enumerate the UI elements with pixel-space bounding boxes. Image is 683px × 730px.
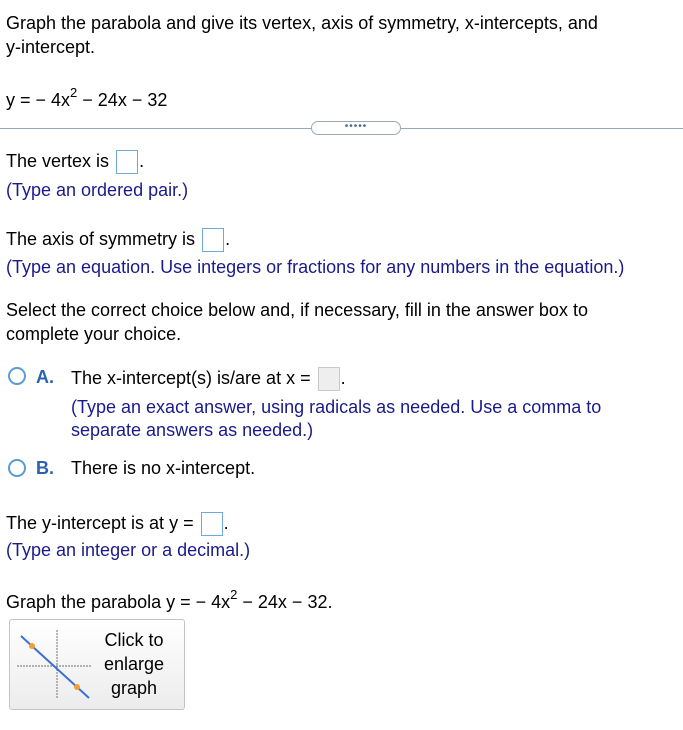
choice-a-text: The x-intercept(s) is/are at x = — [71, 367, 311, 388]
yint-label: The y-intercept is at y = — [6, 512, 194, 533]
choice-a-hint-2: separate answers as needed.) — [71, 420, 314, 440]
axis-label: The axis of symmetry is — [6, 228, 196, 249]
select-line-1: Select the correct choice below and, if necessary, fill in the answer box to — [6, 300, 588, 320]
choice-a-radio[interactable] — [8, 367, 26, 385]
caption-line-3: graph — [110, 678, 158, 698]
divider-handle[interactable]: ••••• — [311, 121, 401, 135]
choice-a-letter: A. — [36, 367, 54, 387]
axis-period: . — [225, 228, 231, 249]
choice-a-hint-1: (Type an exact answer, using radicals as needed. Use a comma to — [71, 397, 602, 417]
x-intercept-answer-box[interactable] — [318, 367, 340, 391]
equation-exponent: 2 — [70, 85, 78, 100]
choice-b-text: There is no x-intercept. — [71, 458, 256, 478]
vertex-answer-box[interactable] — [116, 150, 138, 174]
caption-line-2: enlarge — [103, 654, 165, 674]
vertex-row — [6, 150, 144, 174]
axis-hint: (Type an equation. Use integers or fractions for any numbers in the equation.) — [6, 257, 625, 277]
question-line-1: Graph the parabola and give its vertex, axis of symmetry, x-intercepts, and — [6, 13, 598, 33]
choice-b-radio[interactable] — [8, 459, 26, 477]
enlarge-graph-button[interactable] — [9, 619, 185, 710]
enlarge-graph-caption — [94, 628, 174, 700]
vertex-hint: (Type an ordered pair.) — [6, 180, 189, 200]
vertex-period: . — [139, 150, 145, 171]
choice-b-letter: B. — [36, 458, 54, 478]
yint-row — [6, 512, 229, 536]
select-line-2: complete your choice. — [6, 324, 182, 344]
equation — [6, 85, 168, 111]
y-intercept-answer-box[interactable] — [201, 512, 223, 536]
axis-row — [6, 228, 230, 252]
yint-period: . — [223, 512, 229, 533]
graph-prefix: Graph the parabola y = − 4x — [6, 592, 231, 612]
graph-thumbnail-icon — [15, 628, 93, 700]
caption-line-1: Click to — [104, 630, 164, 650]
axis-answer-box[interactable] — [202, 228, 224, 252]
vertex-label: The vertex is — [6, 150, 110, 171]
choice-a-period: . — [340, 367, 346, 388]
yint-hint: (Type an integer or a decimal.) — [6, 540, 251, 560]
graph-suffix: − 24x − 32. — [237, 592, 333, 612]
graph-thumb-point-2 — [74, 684, 80, 690]
question-line-2: y-intercept. — [6, 37, 96, 57]
equation-suffix: − 24x − 32 — [77, 90, 168, 110]
graph-thumb-point-1 — [29, 643, 35, 649]
choice-a-row — [71, 367, 346, 391]
equation-prefix: y = − 4x — [6, 90, 71, 110]
graph-exponent: 2 — [230, 587, 238, 602]
graph-instruction — [6, 587, 333, 613]
